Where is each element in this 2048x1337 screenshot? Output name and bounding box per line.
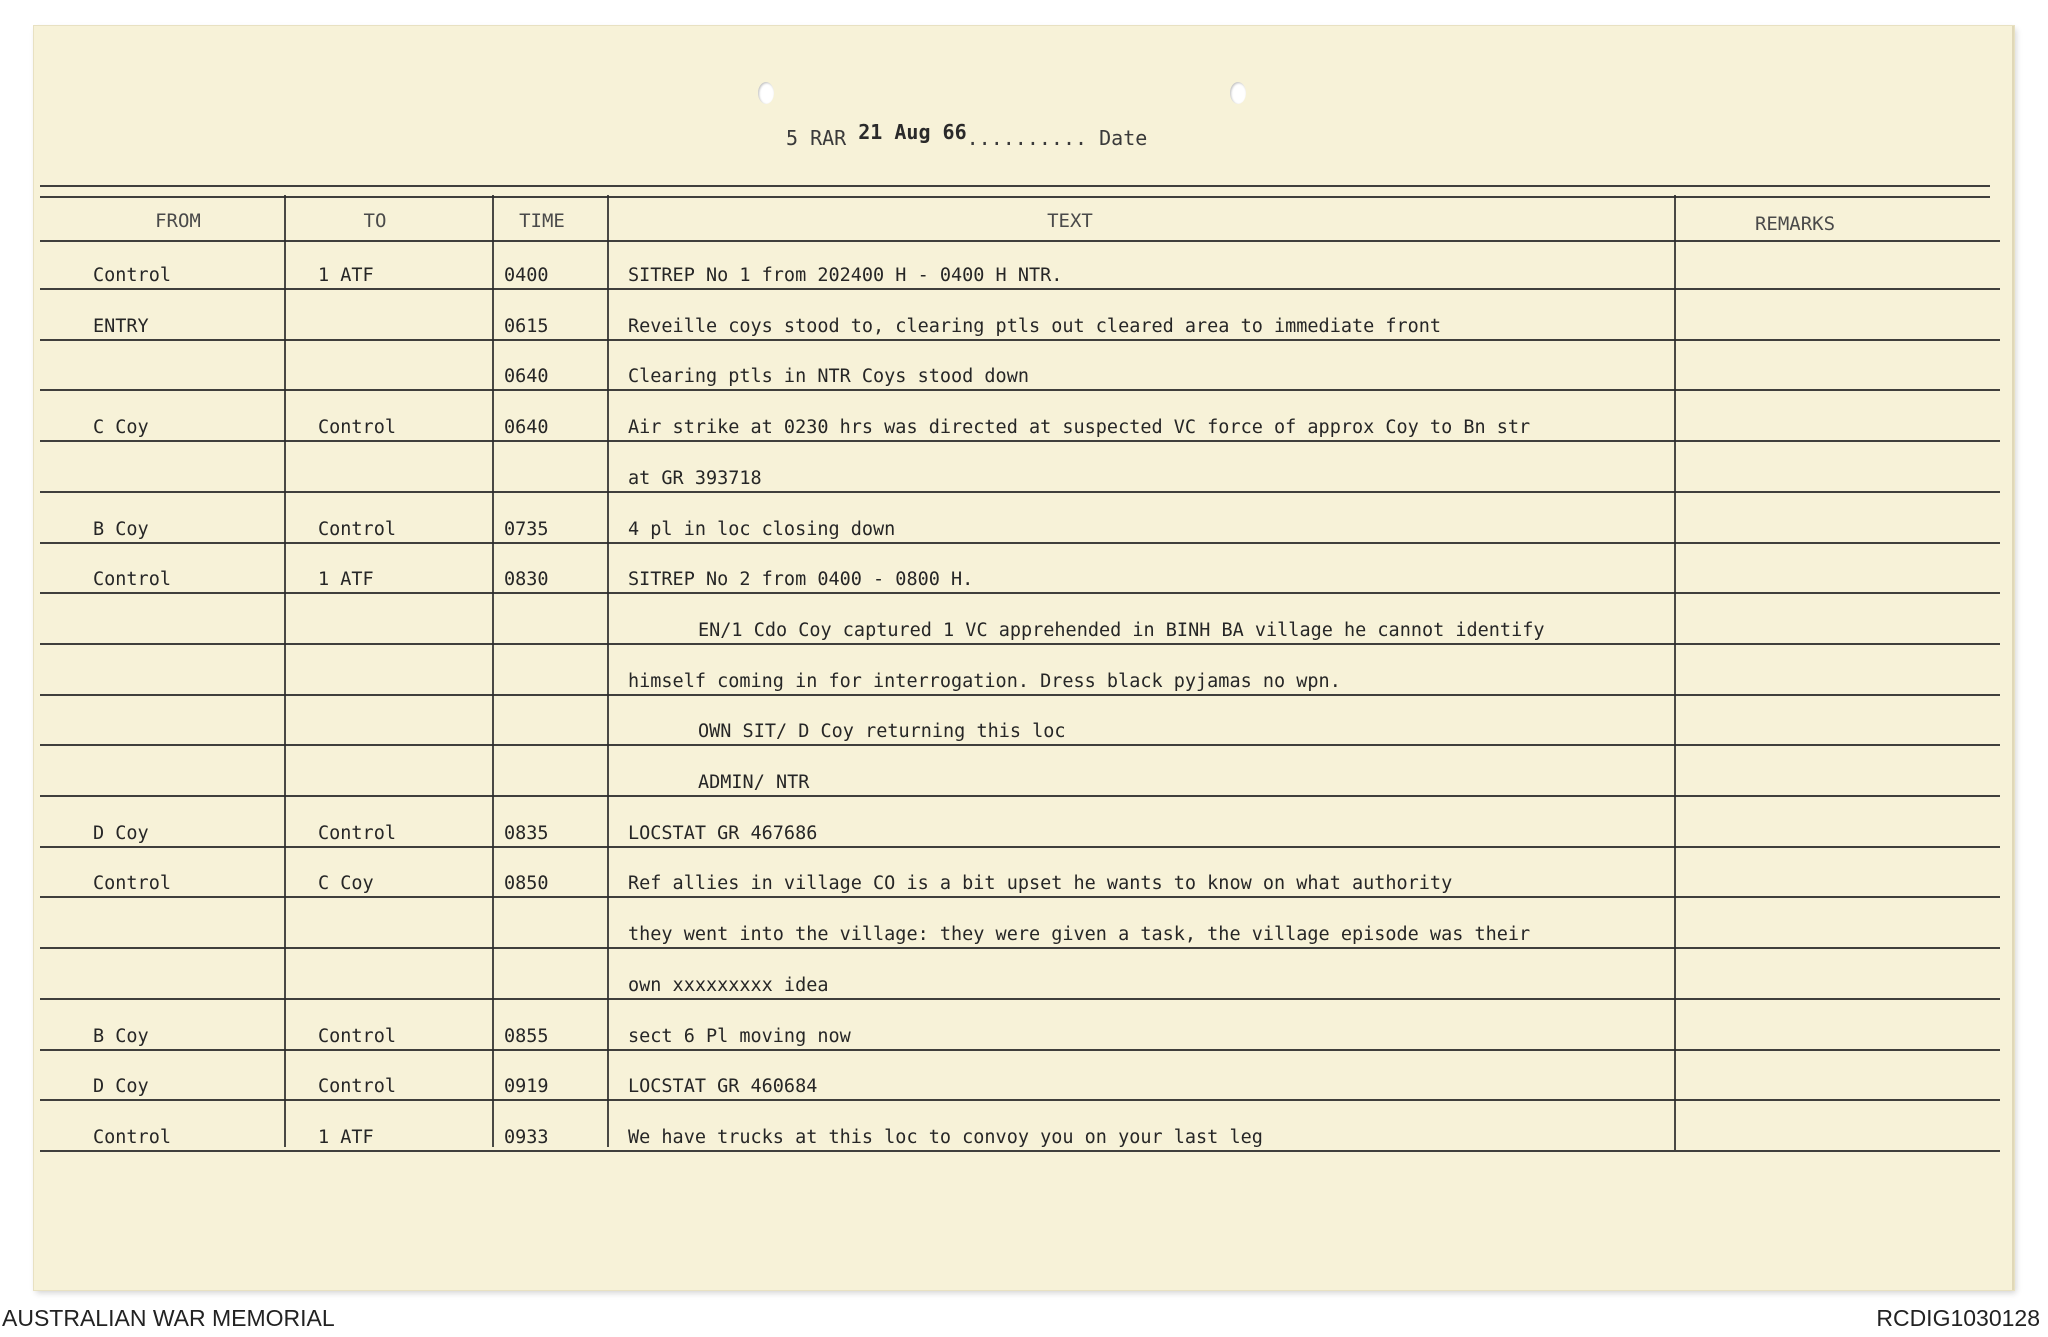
entry-text: We have trucks at this loc to convoy you on your last leg <box>628 1127 1263 1148</box>
entry-text: own xxxxxxxxx idea <box>628 975 829 996</box>
punch-hole-left <box>758 82 774 104</box>
entry-from: Control <box>93 569 171 590</box>
column-header-to: TO <box>363 210 387 232</box>
document-id: RCDIG1030128 <box>1876 1305 2040 1331</box>
column-divider <box>1674 195 1676 1150</box>
row-rule <box>40 288 2000 290</box>
header-bottom-rule <box>40 240 2000 242</box>
date-dots: .......... <box>966 126 1088 150</box>
punch-hole-right <box>1230 82 1246 104</box>
entry-time: 0830 <box>504 569 549 590</box>
entry-to: Control <box>318 417 396 438</box>
entry-text: EN/1 Cdo Coy captured 1 VC apprehended in BINH BA village he cannot identify <box>698 620 1545 641</box>
row-rule <box>40 592 2000 594</box>
entry-from: Control <box>93 873 171 894</box>
entry-time: 0735 <box>504 519 549 540</box>
entry-from: B Coy <box>93 1026 149 1047</box>
entry-text: they went into the village: they were given a task, the village episode was their <box>628 924 1531 945</box>
column-header-remarks: REMARKS <box>1754 213 1836 235</box>
entry-text: himself coming in for interrogation. Dress black pyjamas no wpn. <box>628 671 1341 692</box>
column-divider <box>284 195 286 1147</box>
row-rule <box>40 1150 2000 1152</box>
entry-to: Control <box>318 1026 396 1047</box>
entry-text: Reveille coys stood to, clearing ptls out cleared area to immediate front <box>628 316 1442 337</box>
entry-text: ADMIN/ NTR <box>698 772 810 793</box>
entry-to: C Coy <box>318 873 374 894</box>
entry-to: Control <box>318 519 396 540</box>
column-divider <box>492 195 494 1147</box>
entry-from: Control <box>93 265 171 286</box>
row-rule <box>40 440 2000 442</box>
entry-to: 1 ATF <box>318 265 374 286</box>
entry-from: D Coy <box>93 823 149 844</box>
entry-to: 1 ATF <box>318 1127 374 1148</box>
entry-time: 0615 <box>504 316 549 337</box>
row-rule <box>40 1049 2000 1051</box>
entry-to: Control <box>318 1076 396 1097</box>
date-label: Date <box>1099 126 1148 150</box>
column-header-from: FROM <box>155 210 201 232</box>
entry-time: 0933 <box>504 1127 549 1148</box>
entry-text: LOCSTAT GR 460684 <box>628 1076 818 1097</box>
entry-time: 0640 <box>504 366 549 387</box>
entry-from: Control <box>93 1127 171 1148</box>
entry-time: 0850 <box>504 873 549 894</box>
entry-time: 0640 <box>504 417 549 438</box>
row-rule <box>40 1099 2000 1101</box>
row-rule <box>40 846 2000 848</box>
column-header-time: TIME <box>519 210 565 232</box>
entry-to: Control <box>318 823 396 844</box>
row-rule <box>40 947 2000 949</box>
unit-name: 5 RAR <box>786 126 847 150</box>
row-rule <box>40 339 2000 341</box>
log-header <box>786 120 1148 150</box>
row-rule <box>40 744 2000 746</box>
entry-from: D Coy <box>93 1076 149 1097</box>
entry-from: B Coy <box>93 519 149 540</box>
entry-time: 0835 <box>504 823 549 844</box>
entry-text: LOCSTAT GR 467686 <box>628 823 818 844</box>
entry-time: 0400 <box>504 265 549 286</box>
entry-text: Air strike at 0230 hrs was directed at suspected VC force of approx Coy to Bn str <box>628 417 1531 438</box>
entry-text: SITREP No 1 from 202400 H - 0400 H NTR. <box>628 265 1063 286</box>
entry-text: OWN SIT/ D Coy returning this loc <box>698 721 1066 742</box>
entry-time: 0919 <box>504 1076 549 1097</box>
entry-text: at GR 393718 <box>628 468 762 489</box>
table-top-rule <box>40 185 1990 187</box>
header-top-rule <box>40 196 1990 198</box>
row-rule <box>40 643 2000 645</box>
entry-time: 0855 <box>504 1026 549 1047</box>
row-rule <box>40 998 2000 1000</box>
column-divider <box>607 195 609 1147</box>
entry-from: ENTRY <box>93 316 149 337</box>
entry-to: 1 ATF <box>318 569 374 590</box>
handwritten-date: 21 Aug 66 <box>858 120 967 144</box>
row-rule <box>40 389 2000 391</box>
column-header-text: TEXT <box>1047 210 1093 232</box>
entry-text: 4 pl in loc closing down <box>628 519 896 540</box>
row-rule <box>40 795 2000 797</box>
entry-text: Clearing ptls in NTR Coys stood down <box>628 366 1029 387</box>
row-rule <box>40 694 2000 696</box>
archive-credit: AUSTRALIAN WAR MEMORIAL <box>2 1305 335 1331</box>
entry-text: sect 6 Pl moving now <box>628 1026 851 1047</box>
entry-from: C Coy <box>93 417 149 438</box>
entry-text: Ref allies in village CO is a bit upset he wants to know on what authority <box>628 873 1453 894</box>
entry-text: SITREP No 2 from 0400 - 0800 H. <box>628 569 974 590</box>
row-rule <box>40 542 2000 544</box>
row-rule <box>40 491 2000 493</box>
row-rule <box>40 896 2000 898</box>
